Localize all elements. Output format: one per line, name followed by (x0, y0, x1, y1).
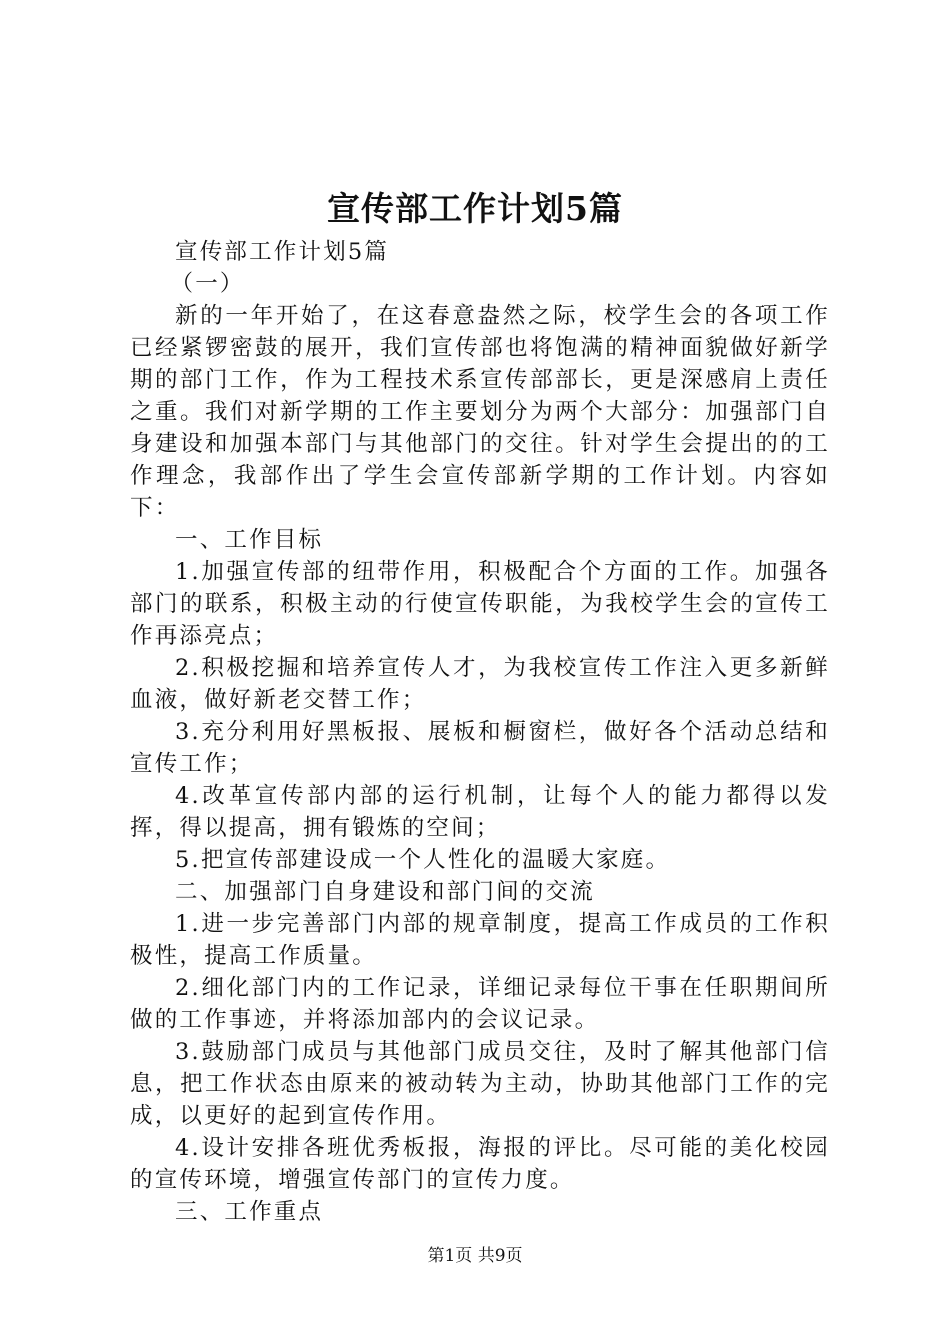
paragraph-goal-4: 4.改革宣传部内部的运行机制，让每个人的能力都得以发挥，得以提高，拥有锻炼的空间； (130, 783, 830, 841)
heading-department-building: 二、加强部门自身建设和部门间的交流 (175, 879, 595, 905)
paragraph-intro: 新的一年开始了，在这春意盎然之际，校学生会的各项工作已经紧锣密鼓的展开，我们宣传部也将饱满的精神面貌做好新学期的部门工作，作为工程技术系宣传部部长，更是深感肩上责任之重。我们对新学期的工作主要划分为两个大部分：加强部门自身建设和加强本部门与其他部门的交往。针对学生会提出的的工作理念，我部作出了学生会宣传部新学期的工作计划。内容如下： (130, 303, 830, 521)
heading-work-focus: 三、工作重点 (175, 1199, 324, 1225)
paragraph-goal-1: 1.加强宣传部的纽带作用，积极配合个方面的工作。加强各部门的联系，积极主动的行使宣传职能，为我校学生会的宣传工作再添亮点； (130, 559, 830, 649)
page-number-footer: 第1页 共9页 (427, 1246, 523, 1266)
document-title: 宣传部工作计划5篇 (327, 189, 623, 228)
paragraph-section-marker: （一） (170, 271, 245, 297)
paragraph-subtitle: 宣传部工作计划5篇 (175, 239, 390, 265)
paragraph-building-2: 2.细化部门内的工作记录，详细记录每位干事在任职期间所做的工作事迹，并将添加部内的会议记录。 (130, 975, 830, 1033)
paragraph-goal-5: 5.把宣传部建设成一个人性化的温暖大家庭。 (175, 847, 671, 873)
paragraph-goal-2: 2.积极挖掘和培养宣传人才，为我校宣传工作注入更多新鲜血液，做好新老交替工作； (130, 655, 830, 713)
paragraph-building-3: 3.鼓励部门成员与其他部门成员交往，及时了解其他部门信息，把工作状态由原来的被动转为主动，协助其他部门工作的完成，以更好的起到宣传作用。 (130, 1039, 830, 1129)
paragraph-building-1: 1.进一步完善部门内部的规章制度，提高工作成员的工作积极性，提高工作质量。 (130, 911, 830, 969)
heading-work-goals: 一、工作目标 (175, 527, 324, 553)
paragraph-goal-3: 3.充分利用好黑板报、展板和橱窗栏，做好各个活动总结和宣传工作； (130, 719, 830, 777)
document-body (130, 236, 830, 1228)
paragraph-building-4: 4.设计安排各班优秀板报，海报的评比。尽可能的美化校园的宣传环境，增强宣传部门的宣传力度。 (130, 1135, 830, 1193)
